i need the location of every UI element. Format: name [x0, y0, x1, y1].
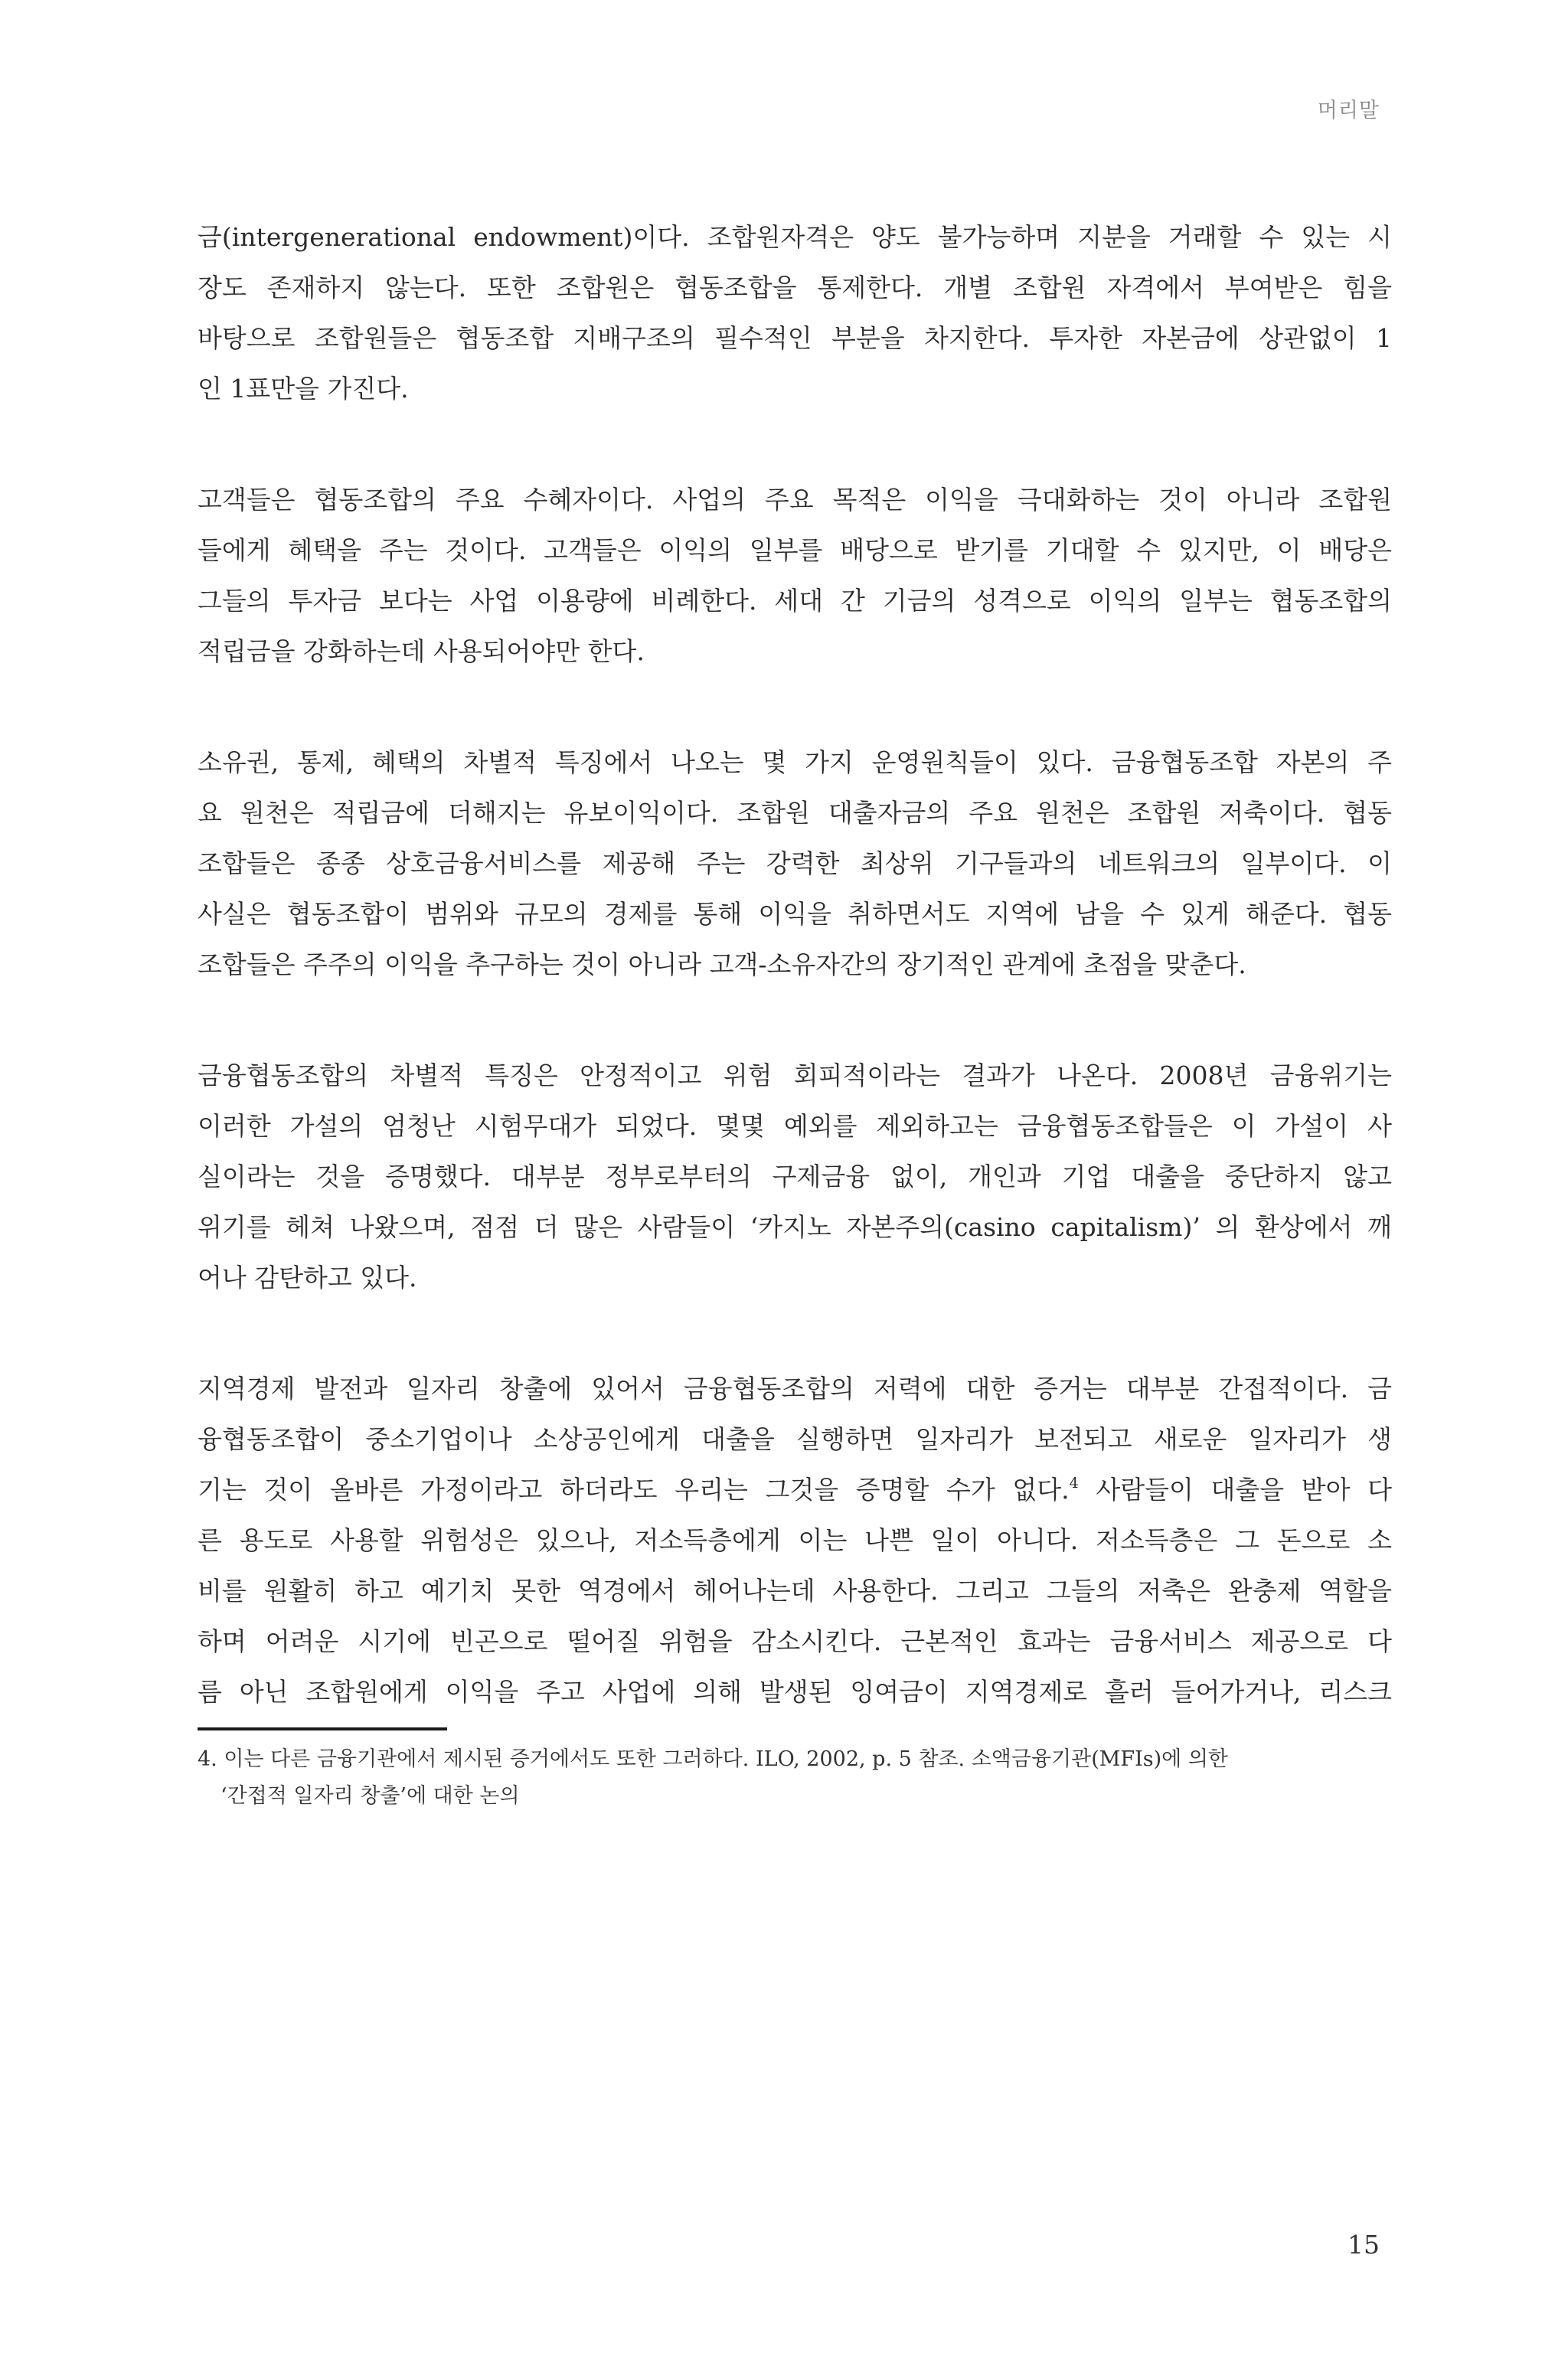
text-line: 조합들은 종종 상호금융서비스를 제공해 주는 강력한 최상위 기구들과의 네트워크의 일부이다. 이: [198, 848, 1392, 878]
text-line: 실이라는 것을 증명했다. 대부분 정부로부터의 구제금융 없이, 개인과 기업 대출을 중단하지 않고: [198, 1162, 1392, 1191]
text-line: 조합들은 주주의 이익을 추구하는 것이 아니라 고객-소유자간의 장기적인 관계에 초점을 맞춘다.: [198, 949, 1246, 979]
text-line: 금(intergenerational endowment)이다. 조합원자격은 양도 불가능하며 지분을 거래할 수 있는 시: [198, 222, 1392, 252]
text-line: 융협동조합이 중소기업이나 소상공인에게 대출을 실행하면 일자리가 보전되고 새로운 일자리가 생: [198, 1424, 1392, 1454]
paragraph-4: [198, 1051, 1392, 1303]
running-header: 머리말: [1317, 99, 1380, 123]
text-line: 름 아닌 조합원에게 이익을 주고 사업에 의해 발생된 잉여금이 지역경제로 흘러 들어가거나, 리스크: [198, 1677, 1392, 1707]
text-line: 지역경제 발전과 일자리 창출에 있어서 금융협동조합의 저력에 대한 증거는 대부분 간접적이다. 금: [198, 1374, 1392, 1404]
paragraph-5: [198, 1364, 1392, 1717]
footnote-divider: [198, 1727, 447, 1730]
text-line: 위기를 헤쳐 나왔으며, 점점 더 많은 사람들이 ‘카지노 자본주의(casino capitalism)’ 의 환상에서 깨: [198, 1212, 1392, 1242]
text-line: 금융협동조합의 차별적 특징은 안정적이고 위험 회피적이라는 결과가 나온다. 2008년 금융위기는: [198, 1060, 1392, 1090]
footnote-marker[interactable]: 4: [1069, 1475, 1079, 1492]
text-line: 른 용도로 사용할 위험성은 있으나, 저소득층에게 이는 나쁜 일이 아니다. 저소득층은 그 돈으로 소: [198, 1525, 1392, 1555]
body-text: [198, 212, 1392, 1778]
footnote: [198, 1741, 1392, 1815]
text-line: 고객들은 협동조합의 주요 수혜자이다. 사업의 주요 목적은 이익을 극대화하는 것이 아니라 조합원: [198, 485, 1392, 515]
text-segment: 사람들이 대출을 받아 다: [1078, 1475, 1392, 1505]
text-line: 사실은 협동조합이 범위와 규모의 경제를 통해 이익을 취하면서도 지역에 남을 수 있게 해준다. 협동: [198, 899, 1392, 929]
paragraph-2: [198, 475, 1392, 677]
page-number: 15: [1348, 2230, 1380, 2260]
footnote-line: 4. 이는 다른 금융기관에서 제시된 증거에서도 또한 그러하다. ILO, 2002, p. 5 참조. 소액금융기관(MFIs)에 의한: [198, 1747, 1228, 1771]
footnote-line: ‘간접적 일자리 창출’에 대한 논의: [220, 1784, 520, 1808]
paragraph-1: [198, 212, 1392, 414]
text-line: 그들의 투자금 보다는 사업 이용량에 비례한다. 세대 간 기금의 성격으로 이익의 일부는 협동조합의: [198, 586, 1392, 616]
text-line: 인 1표만을 가진다.: [198, 374, 409, 404]
text-line: 적립금을 강화하는데 사용되어야만 한다.: [198, 636, 645, 666]
text-line: 들에게 혜택을 주는 것이다. 고객들은 이익의 일부를 배당으로 받기를 기대할 수 있지만, 이 배당은: [198, 535, 1392, 565]
text-line: 이러한 가설의 엄청난 시험무대가 되었다. 몇몇 예외를 제외하고는 금융협동조합들은 이 가설이 사: [198, 1111, 1392, 1141]
text-line-with-footnote: [198, 1465, 1392, 1515]
text-line: 어나 감탄하고 있다.: [198, 1263, 417, 1293]
text-line: 소유권, 통제, 혜택의 차별적 특징에서 나오는 몇 가지 운영원칙들이 있다. 금융협동조합 자본의 주: [198, 747, 1392, 777]
text-line: 비를 원활히 하고 예기치 못한 역경에서 헤어나는데 사용한다. 그리고 그들의 저축은 완충제 역할을: [198, 1576, 1392, 1606]
text-line: 장도 존재하지 않는다. 또한 조합원은 협동조합을 통제한다. 개별 조합원 자격에서 부여받은 힘을: [198, 273, 1392, 302]
text-line: 하며 어려운 시기에 빈곤으로 떨어질 위험을 감소시킨다. 근본적인 효과는 금융서비스 제공으로 다: [198, 1626, 1392, 1656]
paragraph-3: [198, 737, 1392, 990]
text-segment: 기는 것이 올바른 가정이라고 하더라도 우리는 그것을 증명할 수가 없다.: [198, 1475, 1070, 1505]
text-line: 바탕으로 조합원들은 협동조합 지배구조의 필수적인 부분을 차지한다. 투자한 자본금에 상관없이 1: [198, 323, 1392, 353]
text-line: 요 원천은 적립금에 더해지는 유보이익이다. 조합원 대출자금의 주요 원천은 조합원 저축이다. 협동: [198, 798, 1392, 828]
